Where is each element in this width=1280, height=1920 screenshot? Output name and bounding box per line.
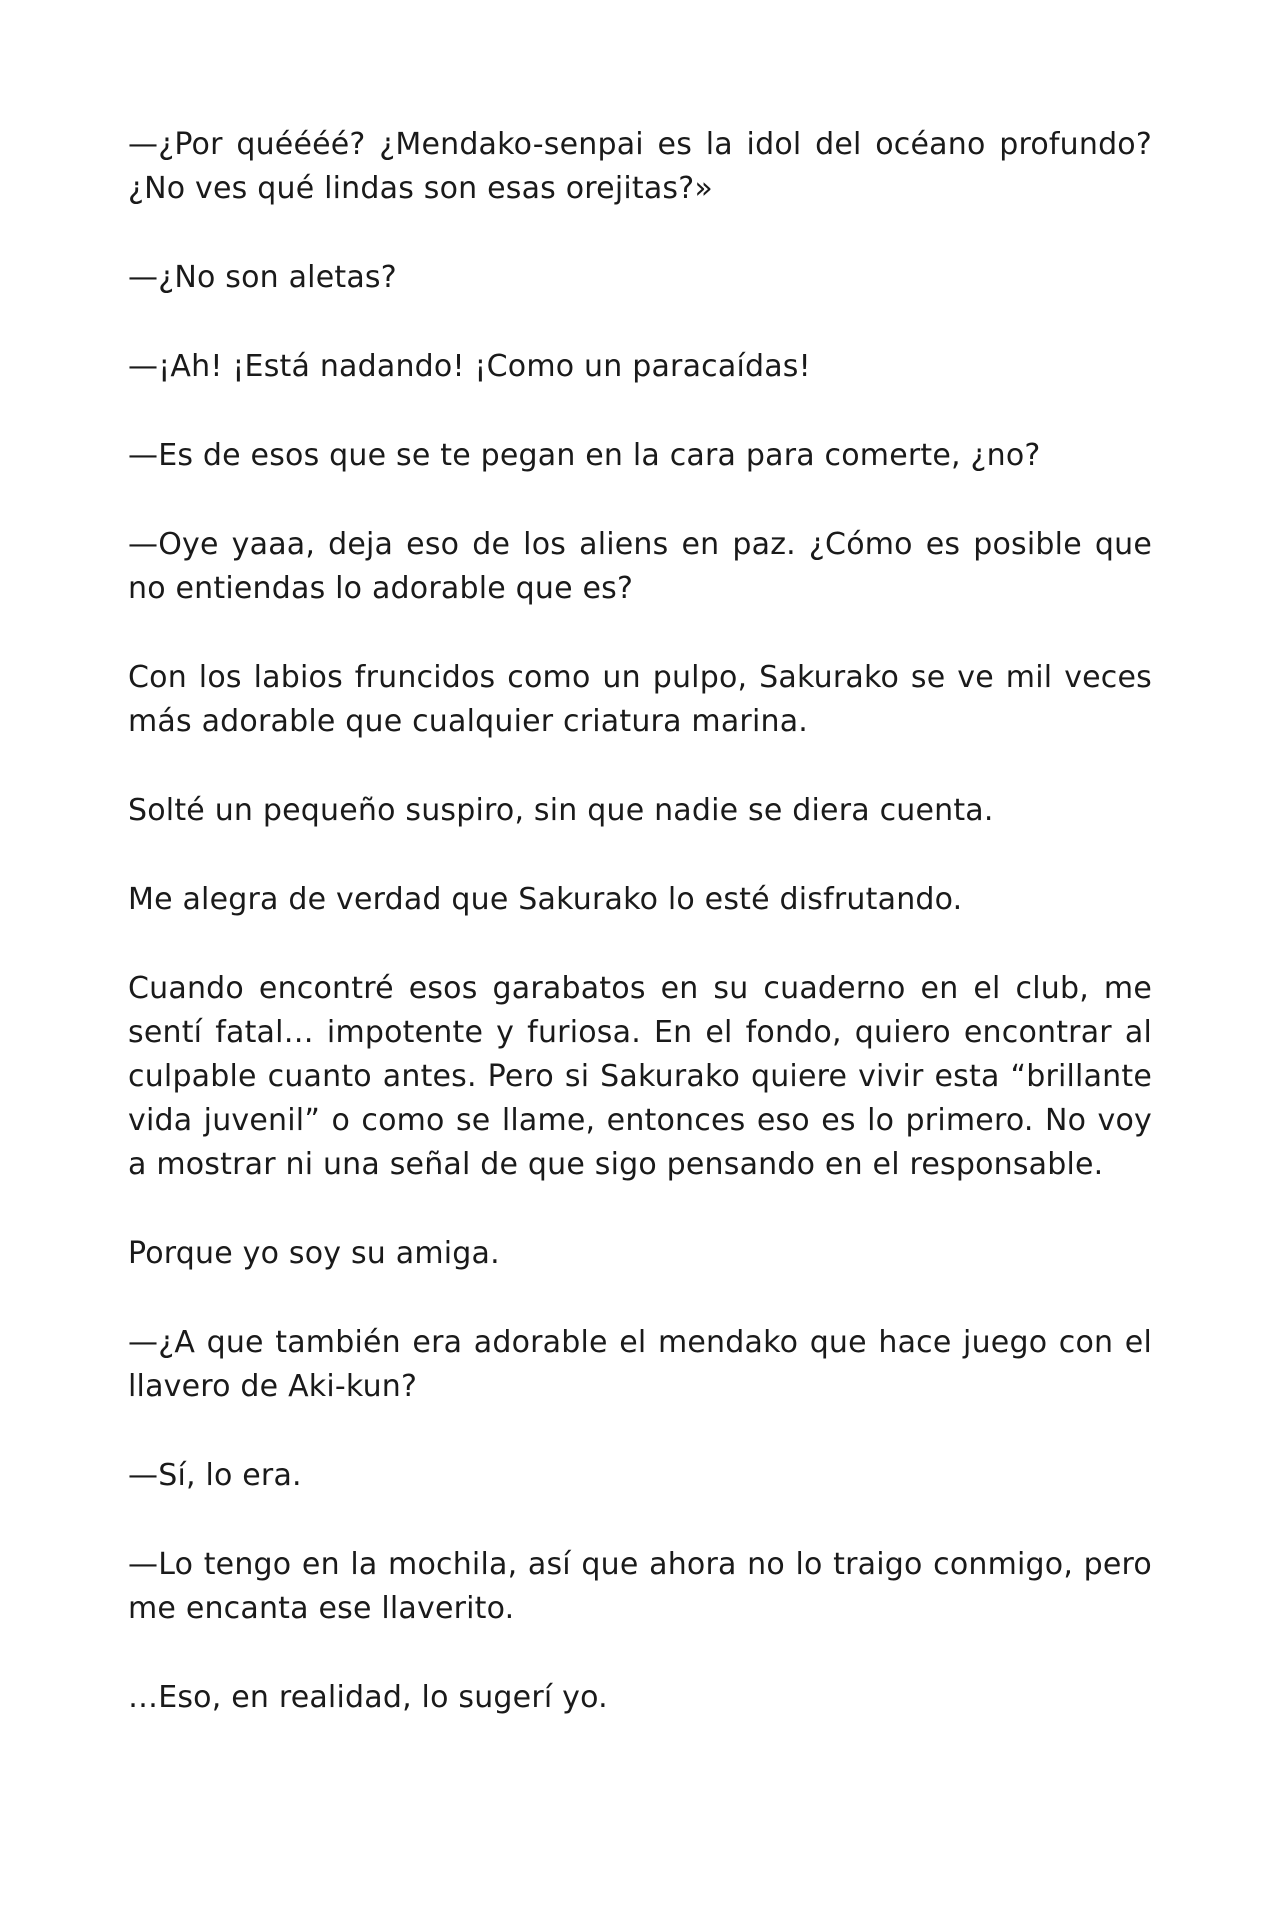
paragraph-6: Con los labios fruncidos como un pulpo, Sakurako se ve mil veces más adorable que cualquier criatura marina. [128, 660, 1152, 739]
paragraph-12: —Sí, lo era. [128, 1458, 302, 1493]
paragraph-4: —Es de esos que se te pegan en la cara para comerte, ¿no? [128, 438, 1041, 473]
paragraph-14: …Eso, en realidad, lo sugerí yo. [128, 1680, 608, 1715]
paragraph-10: Porque yo soy su amiga. [128, 1236, 500, 1271]
paragraph-13: —Lo tengo en la mochila, así que ahora no lo traigo conmigo, pero me encanta ese llaverito. [128, 1547, 1152, 1626]
paragraph-9: Cuando encontré esos garabatos en su cuaderno en el club, me sentí fatal… impotente y furiosa. En el fondo, quiero encontrar al culpable cuanto antes. Pero si Sakurako quiere vivir esta “brillante vida juvenil” o como se llame, entonces eso es lo primero. No voy a mostrar ni una señal de que sigo pensando en el responsable. [128, 971, 1152, 1182]
paragraph-3: —¡Ah! ¡Está nadando! ¡Como un paracaídas! [128, 349, 811, 384]
paragraph-2: —¿No son aletas? [128, 260, 397, 295]
paragraph-5: —Oye yaaa, deja eso de los aliens en paz. ¿Cómo es posible que no entiendas lo adorable que es? [128, 527, 1152, 606]
document-page [128, 123, 1152, 1720]
paragraph-8: Me alegra de verdad que Sakurako lo esté disfrutando. [128, 882, 963, 917]
paragraph-7: Solté un pequeño suspiro, sin que nadie se diera cuenta. [128, 793, 994, 828]
paragraph-1: —¿Por quéééé? ¿Mendako-senpai es la idol del océano profundo? ¿No ves qué lindas son esas orejitas?» [128, 127, 1152, 206]
paragraph-11: —¿A que también era adorable el mendako que hace juego con el llavero de Aki-kun? [128, 1325, 1152, 1404]
